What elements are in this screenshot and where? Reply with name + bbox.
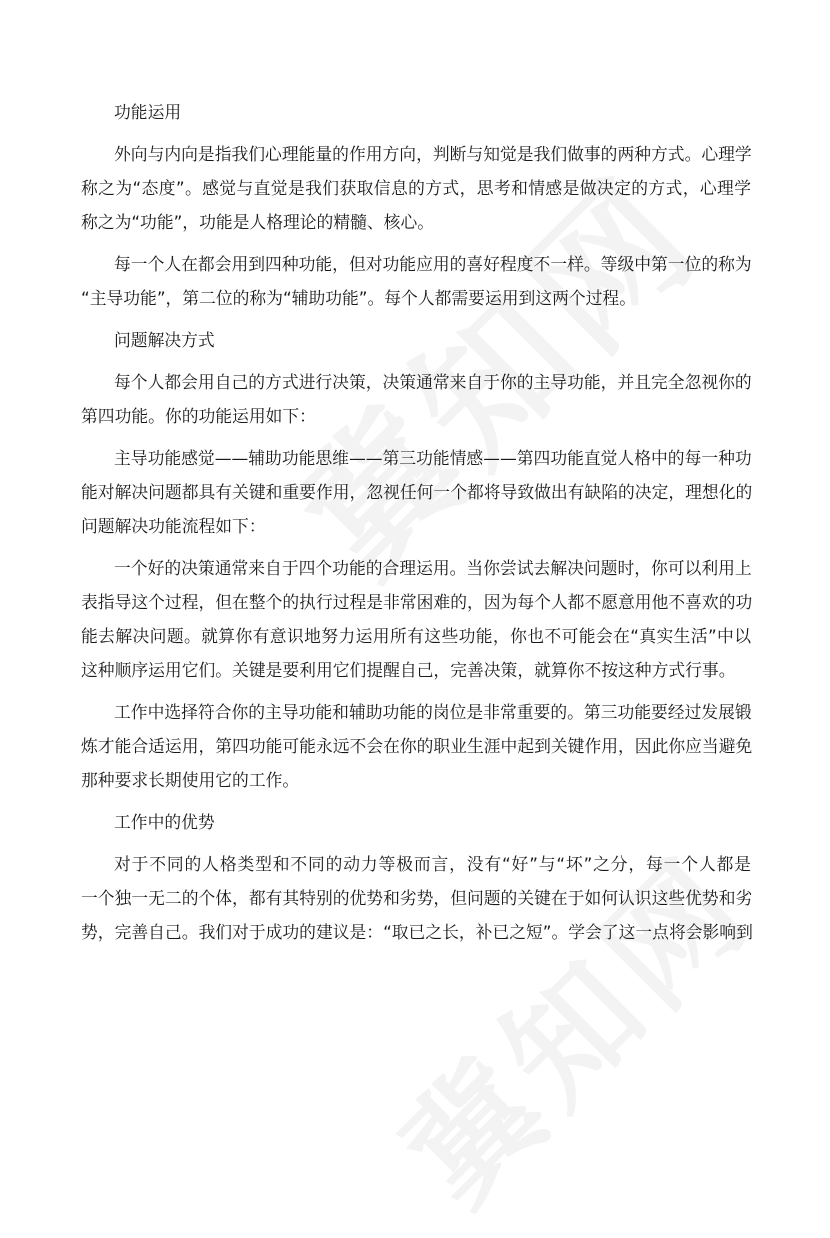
section-heading-work-strengths xyxy=(81,805,751,839)
paragraph-line: 对于不同的人格类型和不同的动力等极而言，没有“好”与“坏”之分，每一个人都是 xyxy=(114,854,751,874)
heading-text: 问题解决方式 xyxy=(114,330,215,350)
paragraph-function-order xyxy=(81,441,751,543)
section-heading-problem-solving xyxy=(81,323,751,357)
paragraph-four-functions xyxy=(81,247,751,315)
paragraph-line: 那种要求长期使用它的工作。 xyxy=(81,770,300,790)
paragraph-decision-making xyxy=(81,365,751,433)
paragraph-line: 主导功能感觉——辅助功能思维——第三功能情感——第四功能直觉人格中的每一种功 xyxy=(114,448,752,468)
section-heading-function-usage xyxy=(81,95,751,129)
paragraph-line: 一个好的决策通常来自于四个功能的合理运用。当你尝试去解决问题时，你可以利用上 xyxy=(114,558,752,578)
heading-text: 工作中的优势 xyxy=(114,812,215,832)
heading-text: 功能运用 xyxy=(114,102,182,122)
document-body xyxy=(81,95,751,957)
paragraph-line: 表指导这个过程，但在整个的执行过程是非常困难的，因为每个人都不愿意用他不喜欢的功 xyxy=(81,592,753,612)
paragraph-strengths-weaknesses xyxy=(81,847,751,949)
paragraph-line: 势，完善自己。我们对于成功的建议是：“取已之长，补已之短”。学会了这一点将会影响到 xyxy=(81,922,753,942)
paragraph-line: 第四功能。你的功能运用如下： xyxy=(81,406,316,426)
paragraph-line: 外向与内向是指我们心理能量的作用方向，判断与知觉是我们做事的两种方式。心理学 xyxy=(114,144,752,164)
paragraph-line: 每个人都会用自己的方式进行决策，决策通常来自于你的主导功能，并且完全忽视你的 xyxy=(114,372,752,392)
paragraph-line: “主导功能”，第二位的称为“辅助功能”。每个人都需要运用到这两个过程。 xyxy=(81,288,636,308)
paragraph-line: 能去解决问题。就算你有意识地努力运用所有这些功能，你也不可能会在“真实生活”中以 xyxy=(81,626,751,646)
paragraph-line: 问题解决功能流程如下： xyxy=(81,516,266,536)
paragraph-line: 炼才能合适运用，第四功能可能永远不会在你的职业生涯中起到关键作用，因此你应当避免 xyxy=(81,736,753,756)
paragraph-line: 每一个人在都会用到四种功能，但对功能应用的喜好程度不一样。等级中第一位的称为 xyxy=(114,254,752,274)
paragraph-line: 能对解决问题都具有关键和重要作用，忽视任何一个都将导致做出有缺陷的决定，理想化的 xyxy=(81,482,753,502)
paragraph-good-decision xyxy=(81,551,751,687)
paragraph-line: 称之为“功能”，功能是人格理论的精髓、核心。 xyxy=(81,212,435,232)
paragraph-line: 一个独一无二的个体，都有其特别的优势和劣势，但问题的关键在于如何认识这些优势和劣 xyxy=(81,888,753,908)
paragraph-attitude-function xyxy=(81,137,751,239)
paragraph-line: 这种顺序运用它们。关键是要利用它们提醒自己，完善决策，就算你不按这种方式行事。 xyxy=(81,660,736,680)
paragraph-line: 工作中选择符合你的主导功能和辅助功能的岗位是非常重要的。第三功能要经过发展锻 xyxy=(114,702,752,722)
paragraph-job-selection xyxy=(81,695,751,797)
paragraph-line: 称之为“态度”。感觉与直觉是我们获取信息的方式，思考和情感是做决定的方式，心理学 xyxy=(81,178,751,198)
